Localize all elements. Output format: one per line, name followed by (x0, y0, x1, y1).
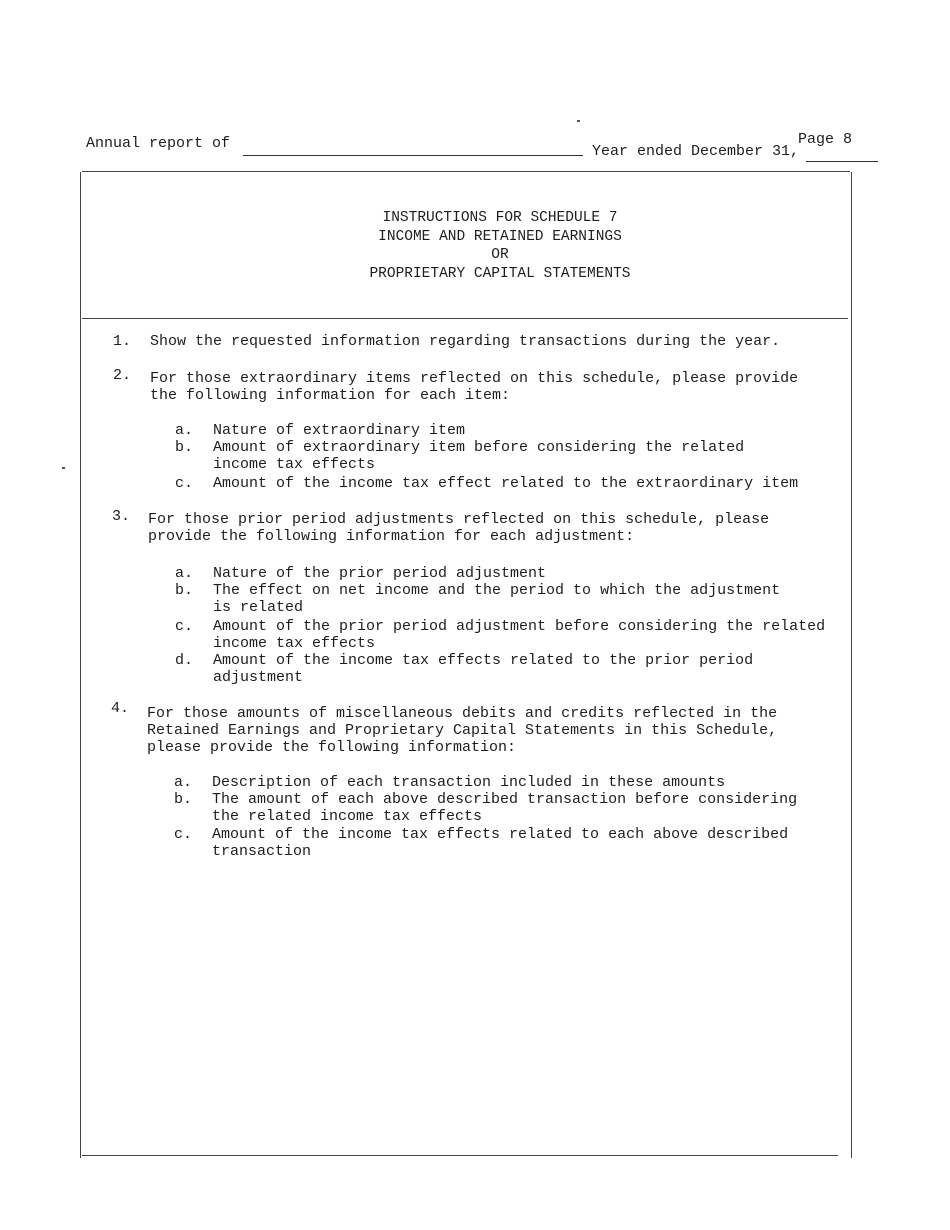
item-line: please provide the following information: (147, 739, 517, 756)
item-line: Show the requested information regarding transactions during the year. (150, 333, 781, 350)
bottom-rule (82, 1155, 838, 1156)
year-field[interactable] (806, 161, 878, 162)
annual-report-label: Annual report of (86, 135, 231, 152)
title-line-4: PROPRIETARY CAPITAL STATEMENTS (369, 265, 631, 282)
sub-item-line: income tax effects (213, 635, 376, 652)
sub-item-line: income tax effects (213, 456, 376, 473)
respondent-name-field[interactable] (243, 155, 583, 156)
item-line: For those prior period adjustments reflected on this schedule, please (148, 511, 770, 528)
item-number: 3. (112, 508, 131, 525)
sub-item-line: Amount of the prior period adjustment before considering the related (213, 618, 826, 635)
sub-item-line: Description of each transaction included in these amounts (212, 774, 726, 791)
sub-item-line: Nature of the prior period adjustment (213, 565, 547, 582)
sub-item-letter: d. (175, 652, 194, 669)
item-number: 2. (113, 367, 132, 384)
sub-item-letter: a. (174, 774, 193, 791)
schedule-title (300, 209, 700, 283)
year-ended-label: Year ended December 31, (592, 143, 800, 160)
item-line: For those extraordinary items reflected on this schedule, please provide (150, 370, 799, 387)
sub-item-text (213, 582, 780, 616)
sub-item-line: adjustment (213, 669, 304, 686)
item-number: 4. (111, 700, 130, 717)
title-line-2: INCOME AND RETAINED EARNINGS (378, 228, 622, 245)
sub-item-text (213, 618, 825, 652)
item-line: For those amounts of miscellaneous debits and credits reflected in the (147, 705, 778, 722)
item-line: the following information for each item: (150, 387, 511, 404)
sub-item-text (213, 439, 744, 473)
sub-item-line: Amount of extraordinary item before considering the related (213, 439, 745, 456)
sub-item-letter: a. (175, 565, 194, 582)
item-line: provide the following information for each adjustment: (148, 528, 635, 545)
page-number: Page 8 (798, 131, 853, 148)
scan-speck (62, 467, 65, 469)
sub-item-letter: b. (175, 439, 194, 456)
title-line-1: INSTRUCTIONS FOR SCHEDULE 7 (382, 210, 618, 226)
sub-item-letter: b. (174, 791, 193, 808)
sub-item-line: Amount of the income tax effects related to each above described (212, 826, 789, 843)
sub-item-line: Amount of the income tax effects related to the prior period (213, 652, 754, 669)
sub-item-text (213, 652, 753, 686)
sub-item-letter: c. (175, 618, 194, 635)
item-text (147, 705, 777, 756)
title-line-3: OR (491, 247, 509, 263)
sub-item-line: The effect on net income and the period to which the adjustment (213, 582, 781, 599)
sub-item-text (212, 791, 797, 825)
sub-item-line: the related income tax effects (212, 808, 483, 825)
sub-item-line: is related (213, 599, 304, 616)
sub-item-line: Amount of the income tax effect related to the extraordinary item (213, 475, 799, 492)
item-text (150, 370, 798, 404)
sub-item-letter: a. (175, 422, 194, 439)
sub-item-letter: c. (174, 826, 193, 843)
item-text (148, 511, 769, 545)
sub-item-line: Nature of extraordinary item (213, 422, 466, 439)
item-line: Retained Earnings and Proprietary Capital Statements in this Schedule, (147, 722, 778, 739)
sub-item-letter: c. (175, 475, 194, 492)
sub-item-text (212, 826, 788, 860)
sub-item-letter: b. (175, 582, 194, 599)
sub-item-line: The amount of each above described transaction before considering (212, 791, 798, 808)
sub-item-line: transaction (212, 843, 312, 860)
title-divider (82, 318, 848, 319)
scan-speck (577, 120, 580, 122)
item-text (150, 333, 780, 350)
item-number: 1. (113, 333, 132, 350)
